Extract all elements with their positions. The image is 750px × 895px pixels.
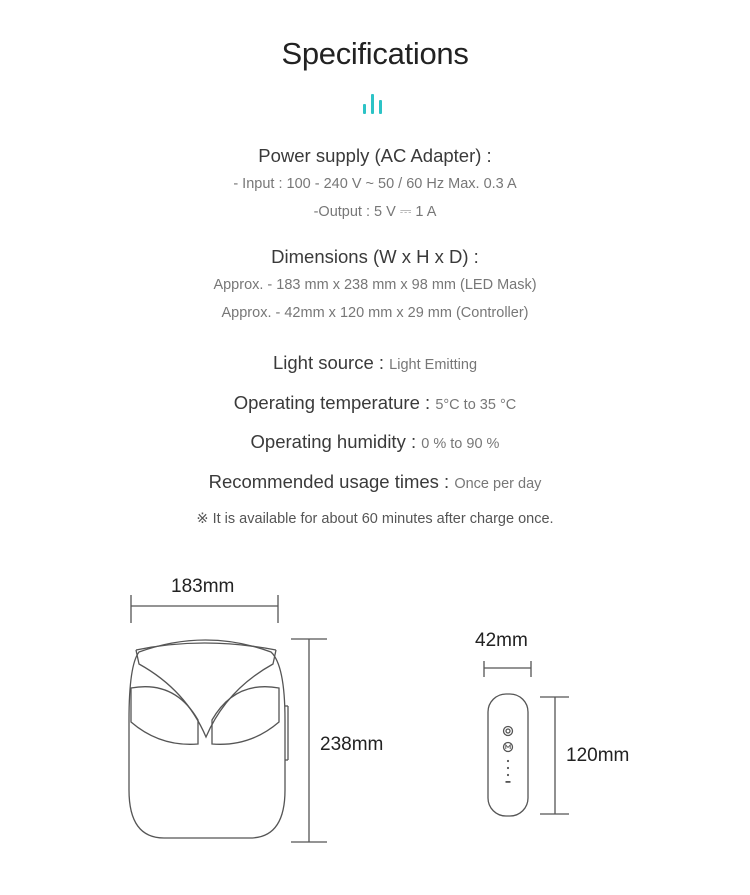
mask-width-dimension-line [131, 595, 278, 623]
power-supply-heading: Power supply (AC Adapter) : [258, 145, 492, 166]
controller-level-indicators [506, 760, 511, 783]
charge-note: ※ It is available for about 60 minutes after charge once. [196, 511, 554, 527]
mask-dimensions-spec: Approx. - 183 mm x 238 mm x 98 mm (LED Mask) [213, 277, 537, 293]
controller-width-label: 42mm [475, 630, 528, 651]
spec-value: Light Emitting [389, 357, 478, 373]
controller-width-dimension-line [484, 661, 531, 677]
power-input-spec: - Input : 100 - 240 V ~ 50 / 60 Hz Max. 0.3 A [233, 176, 517, 192]
controller-dimensions-spec: Approx. - 42mm x 120 mm x 29 mm (Controller) [221, 305, 529, 321]
spec-label: Operating humidity : [250, 431, 422, 452]
spec-label: Light source : [272, 352, 390, 373]
dimensions-heading: Dimensions (W x H x D) : [271, 246, 479, 267]
controller-height-dimension-line [540, 697, 569, 814]
page-title: Specifications [281, 36, 469, 71]
controller-height-label: 120mm [566, 745, 630, 766]
controller-illustration [488, 694, 528, 816]
led-mask-illustration [129, 640, 288, 838]
mask-width-label: 183mm [171, 576, 235, 597]
spec-value: Once per day [454, 476, 542, 492]
spec-label: Recommended usage times : [208, 471, 455, 492]
power-output-spec: -Output : 5 V ⎓ 1 A [313, 204, 437, 220]
spec-label: Operating temperature : [233, 392, 436, 413]
spec-value: 5°C to 35 °C [435, 397, 517, 413]
mask-height-label: 238mm [320, 734, 384, 755]
spec-value: 0 % to 90 % [421, 436, 500, 452]
